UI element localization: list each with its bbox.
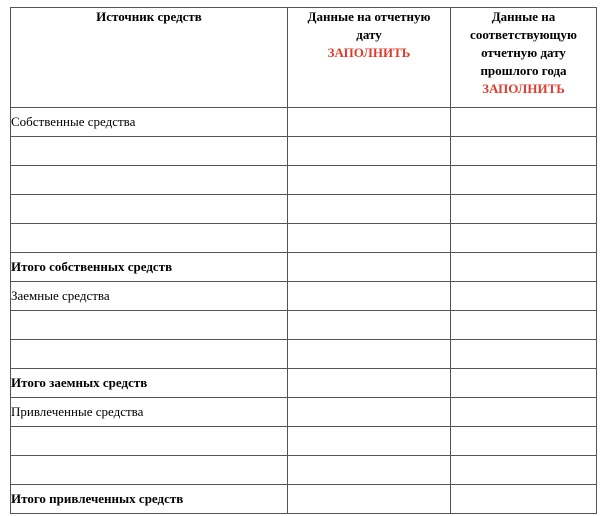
- table-row: [11, 427, 597, 456]
- current-value-cell[interactable]: [288, 282, 451, 311]
- previous-value-cell[interactable]: [451, 166, 597, 195]
- table-row: [11, 282, 597, 311]
- table-row: [11, 195, 597, 224]
- row-label-cell: [11, 311, 288, 340]
- row-label-cell: Собственные средства: [11, 108, 288, 137]
- previous-value-cell[interactable]: [451, 108, 597, 137]
- current-value-cell[interactable]: [288, 137, 451, 166]
- funding-sources-table: [10, 7, 597, 514]
- previous-value-cell[interactable]: [451, 253, 597, 282]
- table-row: [11, 166, 597, 195]
- current-value-cell[interactable]: [288, 311, 451, 340]
- header-previous-label: Данные на соответствующую отчетную дату прошлого года: [470, 9, 577, 78]
- previous-value-cell[interactable]: [451, 282, 597, 311]
- total-label-cell: Итого собственных средств: [11, 253, 288, 282]
- previous-value-cell[interactable]: [451, 311, 597, 340]
- table-row: [11, 224, 597, 253]
- header-previous-fill: ЗАПОЛНИТЬ: [482, 81, 565, 96]
- previous-value-cell[interactable]: [451, 340, 597, 369]
- header-source-label: Источник средств: [96, 9, 202, 24]
- previous-value-cell[interactable]: [451, 224, 597, 253]
- header-current-fill: ЗАПОЛНИТЬ: [327, 45, 411, 60]
- table-row: [11, 311, 597, 340]
- current-value-cell[interactable]: [288, 427, 451, 456]
- current-value-cell[interactable]: [288, 398, 451, 427]
- table-row: [11, 398, 597, 427]
- header-previous: [451, 8, 597, 108]
- row-label-cell: [11, 456, 288, 485]
- current-value-cell[interactable]: [288, 195, 451, 224]
- current-value-cell[interactable]: [288, 456, 451, 485]
- previous-value-cell[interactable]: [451, 398, 597, 427]
- table-body: [11, 108, 597, 514]
- previous-value-cell[interactable]: [451, 427, 597, 456]
- table-row: [11, 340, 597, 369]
- previous-value-cell[interactable]: [451, 485, 597, 514]
- row-label-cell: [11, 195, 288, 224]
- table-row: [11, 369, 597, 398]
- previous-value-cell[interactable]: [451, 195, 597, 224]
- table-row: [11, 253, 597, 282]
- current-value-cell[interactable]: [288, 485, 451, 514]
- header-current-label: Данные на отчетную дату: [307, 9, 431, 42]
- total-label-cell: Итого заемных средств: [11, 369, 288, 398]
- current-value-cell[interactable]: [288, 340, 451, 369]
- current-value-cell[interactable]: [288, 253, 451, 282]
- previous-value-cell[interactable]: [451, 369, 597, 398]
- current-value-cell[interactable]: [288, 108, 451, 137]
- row-label-cell: [11, 166, 288, 195]
- row-label-cell: [11, 224, 288, 253]
- current-value-cell[interactable]: [288, 166, 451, 195]
- row-label-cell: Заемные средства: [11, 282, 288, 311]
- header-row: [11, 8, 597, 108]
- table-row: [11, 485, 597, 514]
- table-row: [11, 108, 597, 137]
- total-label-cell: Итого привлеченных средств: [11, 485, 288, 514]
- current-value-cell[interactable]: [288, 224, 451, 253]
- current-value-cell[interactable]: [288, 369, 451, 398]
- previous-value-cell[interactable]: [451, 137, 597, 166]
- table-row: [11, 137, 597, 166]
- header-current: [288, 8, 451, 108]
- row-label-cell: [11, 340, 288, 369]
- row-label-cell: Привлеченные средства: [11, 398, 288, 427]
- row-label-cell: [11, 137, 288, 166]
- header-source: [11, 8, 288, 108]
- row-label-cell: [11, 427, 288, 456]
- table-row: [11, 456, 597, 485]
- previous-value-cell[interactable]: [451, 456, 597, 485]
